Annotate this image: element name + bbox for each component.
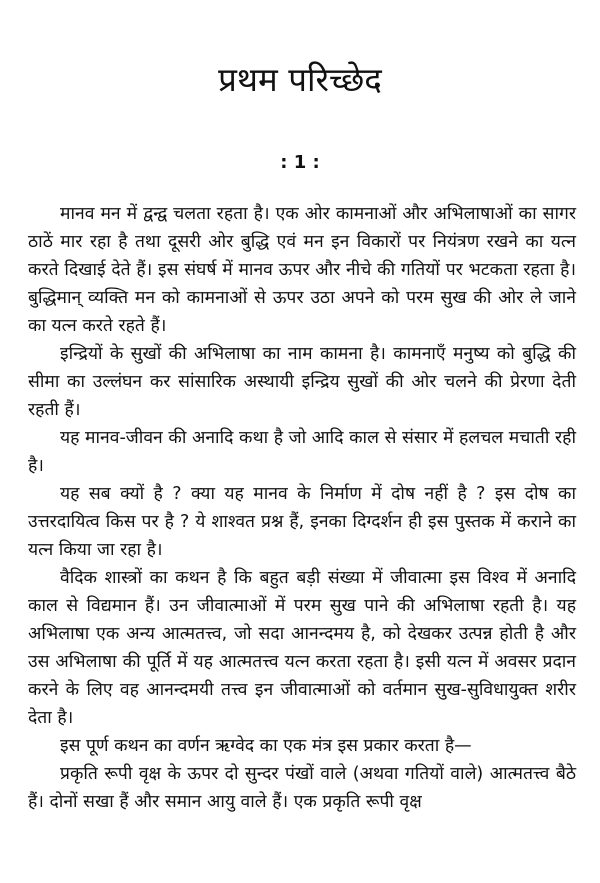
paragraph: वैदिक शास्त्रों का कथन है कि बहुत बड़ी संख्या में जीवात्मा इस विश्व में अनादि काल से विद्यमान हैं। उन जीवात्माओं में परम सुख पाने की अभिलाषा रहती है। यह अभिलाषा एक अन्य आत्मतत्त्व, जो सदा आनन्दमय है, को देखकर उत्पन्न होती है और उस अभिलाषा की पूर्ति में यह आत्मतत्त्व यत्न करता रहता है। इसी यत्न में अवसर प्रदान करने के लिए वह आनन्दमयी तत्त्व इन जीवात्माओं को वर्तमान सुख-सुविधायुक्त शरीर देता है।: [28, 568, 576, 728]
paragraph: यह मानव-जीवन की अनादि कथा है जो आदि काल से संसार में हलचल मचाती रही है।: [28, 428, 576, 476]
paragraph: यह सब क्यों है ? क्या यह मानव के निर्माण में दोष नहीं है ? इस दोष का उत्तरदायित्व किस पर है ? ये शाश्वत प्रश्न हैं, इनका दिग्दर्शन ही इस पुस्तक में कराने का यत्न किया जा रहा है।: [28, 484, 576, 560]
paragraph: इन्द्रियों के सुखों की अभिलाषा का नाम कामना है। कामनाएँ मनुष्य को बुद्धि की सीमा का उल्लंघन कर सांसारिक अस्थायी इन्द्रिय सुखों की ओर चलने की प्रेरणा देती रहती हैं।: [28, 344, 576, 420]
paragraph: प्रकृति रूपी वृक्ष के ऊपर दो सुन्दर पंखों वाले (अथवा गतियों वाले) आत्मतत्त्व बैठे हैं। दोनों सखा हैं और समान आयु वाले हैं। एक प्रकृति रूपी वृक्ष: [28, 764, 576, 812]
chapter-title: प्रथम परिच्छेद: [218, 60, 382, 99]
paragraph: इस पूर्ण कथन का वर्णन ऋग्वेद का एक मंत्र इस प्रकार करता है—: [60, 736, 472, 756]
paragraph: मानव मन में द्वन्द्व चलता रहता है। एक ओर कामनाओं और अभिलाषाओं का सागर ठाठें मार रहा है तथा दूसरी ओर बुद्धि एवं मन इन विकारों पर नियंत्रण रखने का यत्न करते दिखाई देते हैं। इस संघर्ष में मानव ऊपर और नीचे की गतियों पर भटकता रहता है। बुद्धिमान् व्यक्ति मन को कामनाओं से ऊपर उठा अपने को परम सुख की ओर ले जाने का यत्न करते रहते हैं।: [28, 204, 576, 336]
section-number: : 1 :: [280, 152, 320, 173]
body-text: [28, 200, 576, 816]
